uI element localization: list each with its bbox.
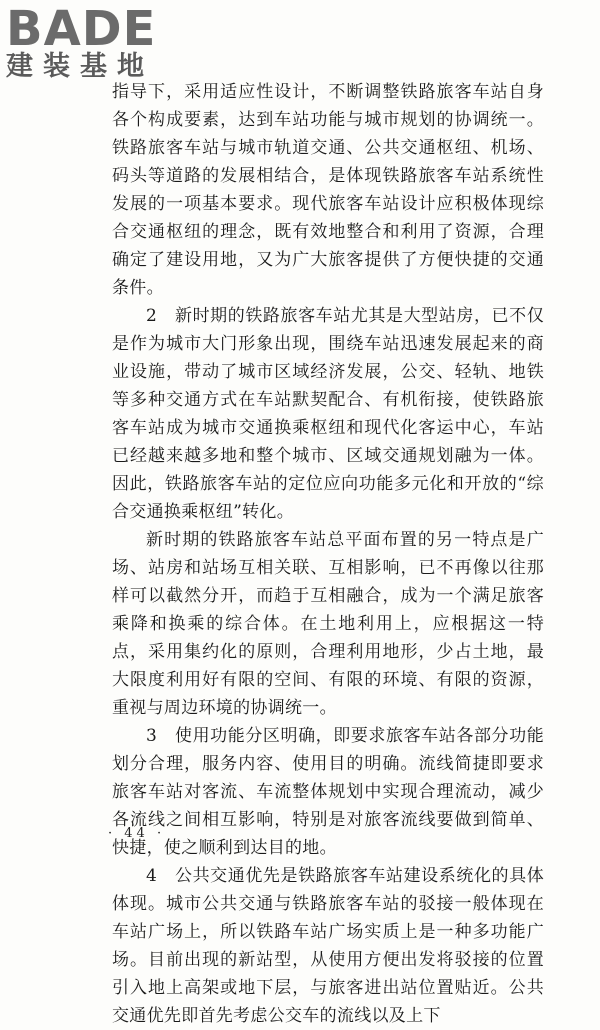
paragraph-4: 3 使用功能分区明确，即要求旅客车站各部分功能划分合理，服务内容、使用目的明确。流线简捷即要求旅客车站对客流、车流整体规划中实现合理流动，减少各流线之间相互影响，特别是对旅客流线要做到简单、快捷，使之顺利到达目的地。 [112,726,544,858]
logo-wordmark: BADE [6,1,157,57]
paragraph-1: 指导下，采用适应性设计，不断调整铁路旅客车站自身各个构成要素，达到车站功能与城市规划的协调统一。铁路旅客车站与城市轨道交通、公共交通枢纽、机场、码头等道路的发展相结合，是体现铁路旅客车站系统性发展的一项基本要求。现代旅客车站设计应积极体现综合交通枢纽的理念，既有效地整合和利用了资源，合理确定了建设用地，又为广大旅客提供了方便快捷的交通条件。 [112,82,544,298]
paragraph-2: 2 新时期的铁路旅客车站尤其是大型站房，已不仅是作为城市大门形象出现，围绕车站迅速发展起来的商业设施，带动了城市区域经济发展，公交、轻轨、地铁等多种交通方式在车站默契配合、有机衔接，使铁路旅客车站成为城市交通换乘枢纽和现代化客运中心，车站已经越来越多地和整个城市、区域交通规划融为一体。因此，铁路旅客车站的定位应向功能多元化和开放的“综合交通换乘枢纽”转化。 [112,306,544,522]
paragraph-5: 4 公共交通优先是铁路旅客车站建设系统化的具体体现。城市公共交通与铁路旅客车站的驳接一般体现在车站广场上，所以铁路车站广场实质上是一种多功能广场。目前出现的新站型，从使用方便出发将驳接的位置引入地上高架或地下层，与旅客进出站位置贴近。公共交通优先即首先考虑公交车的流线以及上下 [112,866,544,1026]
page-number: · 44 · [108,826,166,841]
logo-subtitle: 建装基地 [6,51,154,82]
page-body [112,78,544,1030]
paragraph-3: 新时期的铁路旅客车站总平面布置的另一特点是广场、站房和站场互相关联、互相影响，已不再像以往那样可以截然分开，而趋于互相融合，成为一个满足旅客乘降和换乘的综合体。在土地利用上，应根据这一特点，采用集约化的原则，合理利用地形，少占土地，最大限度利用好有限的空间、有限的环境、有限的资源，重视与周边环境的协调统一。 [112,530,544,718]
bade-logo [6,1,196,82]
